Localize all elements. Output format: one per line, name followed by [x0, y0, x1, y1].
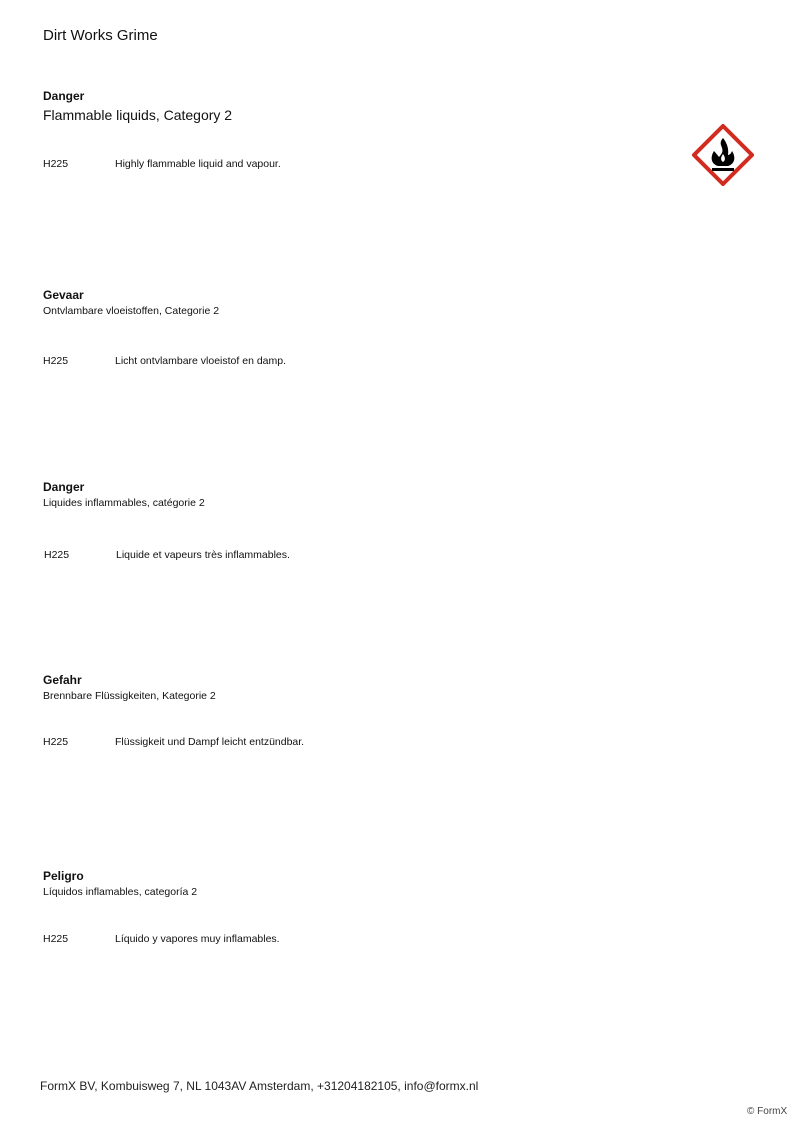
signal-word: Gevaar	[43, 288, 84, 302]
signal-word: Peligro	[43, 869, 84, 883]
hazard-code: H225	[43, 736, 69, 748]
hazard-code: H225	[43, 355, 69, 367]
hazard-category: Ontvlambare vloeistoffen, Categorie 2	[43, 305, 220, 317]
signal-word: Gefahr	[43, 673, 82, 687]
hazard-statement: Flüssigkeit und Dampf leicht entzündbar.	[115, 736, 305, 748]
hazard-statement: Licht ontvlambare vloeistof en damp.	[115, 355, 287, 367]
hazard-code: H225	[43, 158, 69, 170]
hazard-statement: Liquide et vapeurs très inflammables.	[116, 549, 290, 561]
hazard-code: H225	[44, 549, 70, 561]
hazard-statement: Highly flammable liquid and vapour.	[115, 158, 281, 170]
hazard-category: Brennbare Flüssigkeiten, Kategorie 2	[43, 690, 216, 702]
product-name: Dirt Works Grime	[43, 27, 158, 44]
hazard-statement: Líquido y vapores muy inflamables.	[115, 933, 280, 945]
ghs02-flame-icon	[692, 124, 754, 186]
copyright-notice: © FormX	[747, 1106, 788, 1117]
hazard-category: Liquides inflammables, catégorie 2	[43, 497, 205, 509]
hazard-code: H225	[43, 933, 69, 945]
hazard-category: Líquidos inflamables, categoría 2	[43, 886, 198, 898]
hazard-category: Flammable liquids, Category 2	[43, 107, 233, 123]
footer-address: FormX BV, Kombuisweg 7, NL 1043AV Amsterdam, +31204182105, info@formx.nl	[40, 1079, 479, 1093]
signal-word: Danger	[43, 89, 85, 103]
signal-word: Danger	[43, 480, 85, 494]
